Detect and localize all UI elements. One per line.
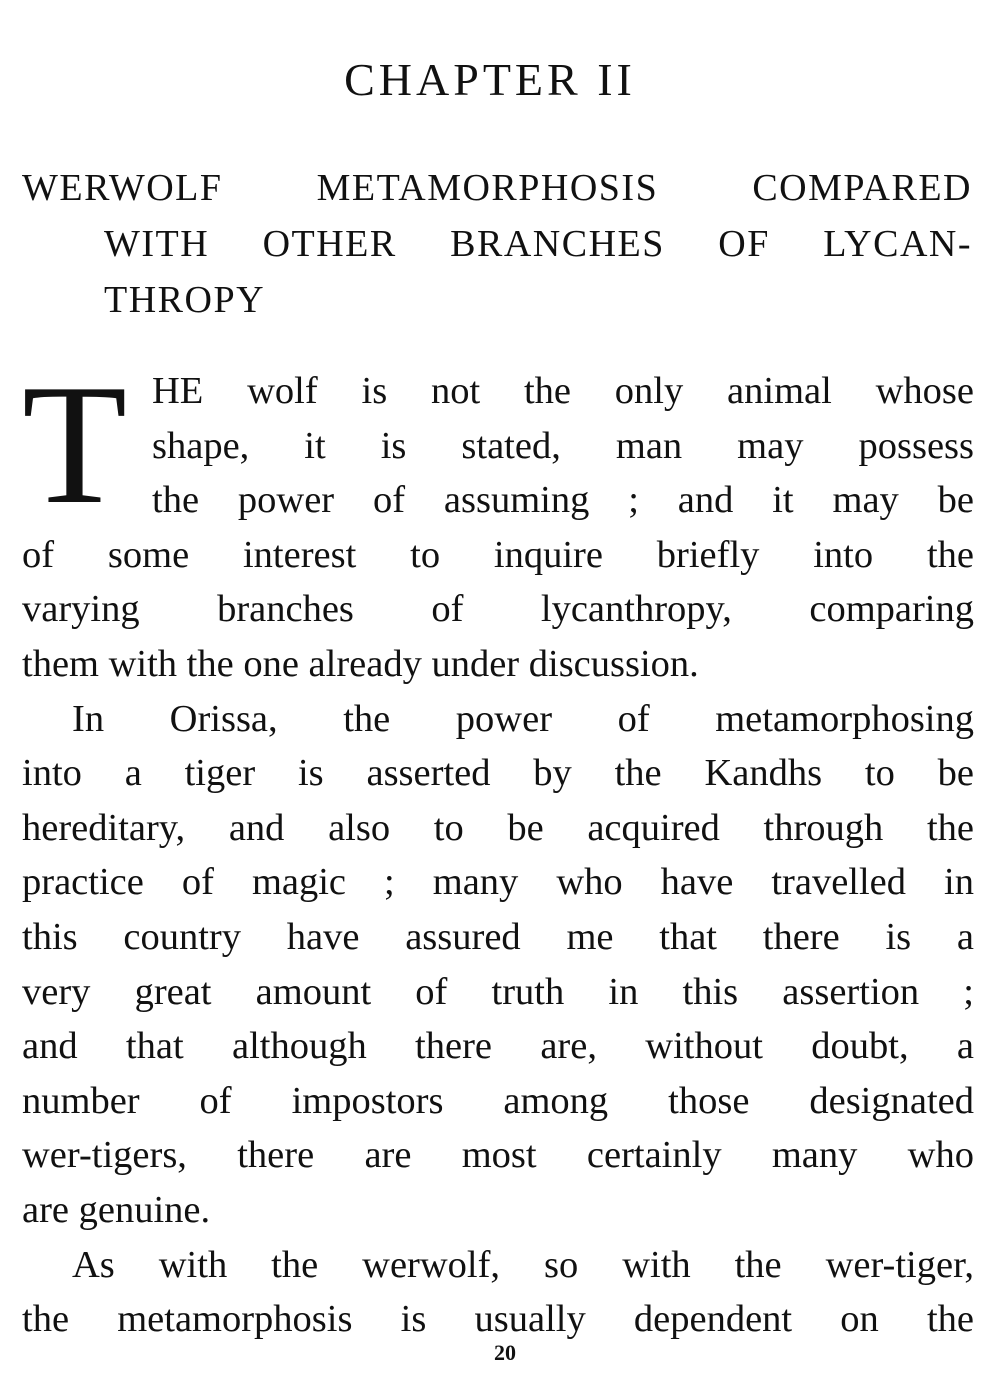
chapter-heading: CHAPTER II (344, 54, 636, 105)
text-line: them with the one already under discussion. (22, 642, 699, 685)
text-line: As with the werwolf, so with the wer-tiger, (72, 1243, 974, 1286)
text-line: the power of assuming ; and it may be (152, 479, 974, 522)
text-line: number of impostors among those designated (22, 1079, 974, 1122)
paragraph-3 (22, 1238, 974, 1347)
text-line: In Orissa, the power of metamorphosing (72, 697, 974, 740)
text-line: HE wolf is not the only animal whose (152, 370, 974, 412)
chapter-title (22, 160, 972, 328)
page-number: 20 (494, 1340, 516, 1365)
body-text (22, 350, 974, 1347)
text-line: the metamorphosis is usually dependent on the (22, 1298, 974, 1341)
paragraph-1 (22, 528, 974, 692)
text-line: into a tiger is asserted by the Kandhs to be (22, 752, 974, 795)
text-line: this country have assured me that there is a (22, 915, 974, 958)
chapter-title-line: WERWOLF METAMORPHOSIS COMPARED (22, 167, 972, 209)
text-line: hereditary, and also to be acquired through the (22, 806, 974, 849)
chapter-title-line: WITH OTHER BRANCHES OF LYCAN- (104, 223, 972, 265)
text-line: very great amount of truth in this assertion ; (22, 970, 974, 1013)
drop-cap: T (22, 350, 128, 540)
dropcap-lines (152, 364, 974, 528)
text-line: of some interest to inquire briefly into the (22, 533, 974, 576)
text-line: practice of magic ; many who have travelled in (22, 861, 974, 904)
chapter-title-line: THROPY (104, 279, 266, 321)
text-line: varying branches of lycanthropy, comparing (22, 588, 974, 631)
text-line: wer-tigers, there are most certainly many who (22, 1134, 974, 1177)
text-line: shape, it is stated, man may possess (152, 424, 974, 467)
paragraph-2 (22, 692, 974, 1238)
opening-paragraph-head (22, 350, 974, 540)
text-line: and that although there are, without doubt, a (22, 1025, 974, 1068)
text-line: are genuine. (22, 1188, 211, 1231)
